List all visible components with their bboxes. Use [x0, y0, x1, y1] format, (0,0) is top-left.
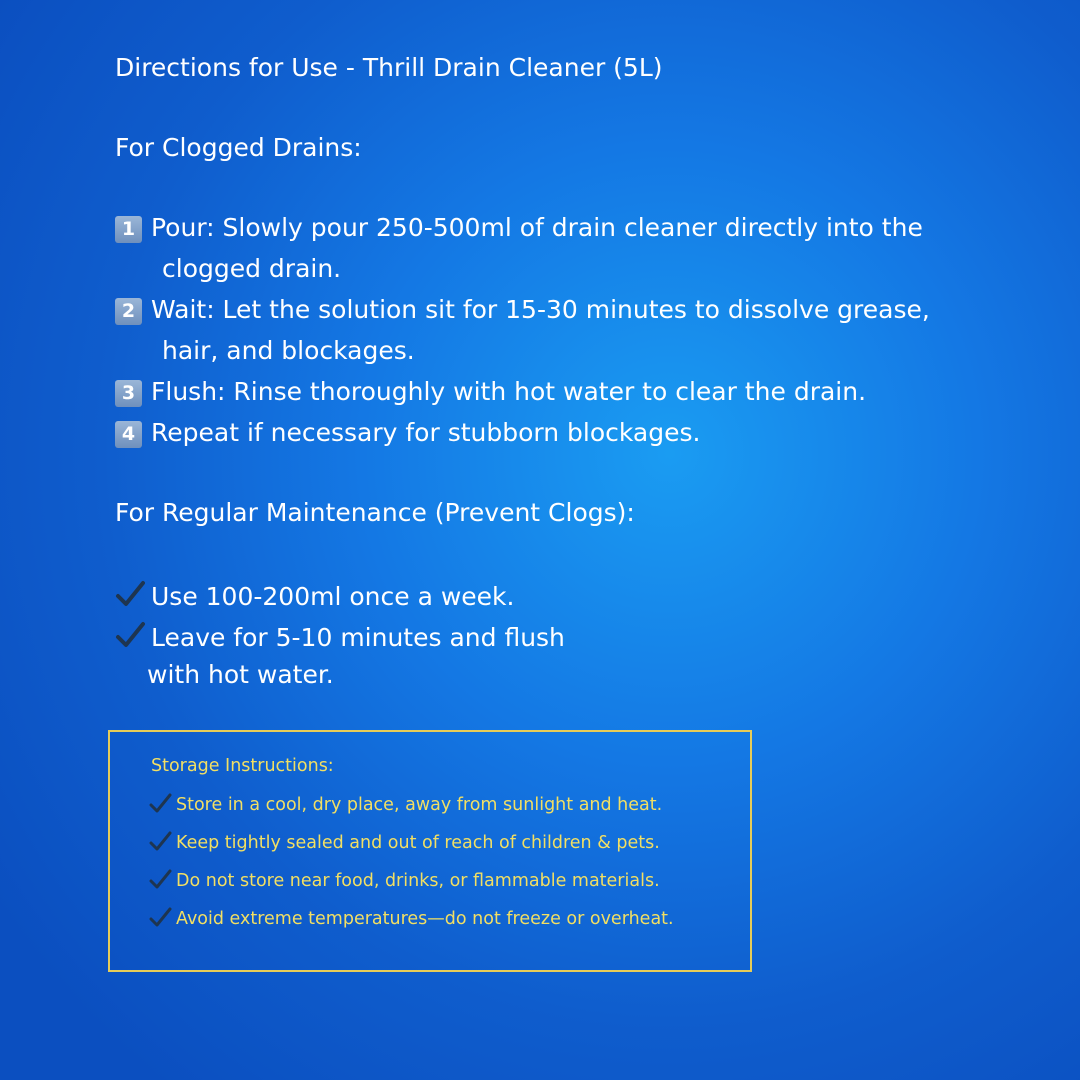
step-item [115, 379, 866, 407]
maintenance-heading: For Regular Maintenance (Prevent Clogs): [115, 498, 635, 527]
step-text: Flush: Rinse thoroughly with hot water to clear the drain. [151, 377, 867, 406]
check-mark-icon [148, 792, 172, 814]
keycap-number-icon: 3 [115, 380, 142, 407]
storage-item [148, 830, 660, 853]
storage-title: Storage Instructions: [151, 756, 334, 776]
page-title: Directions for Use - Thrill Drain Cleaner (5L) [115, 53, 663, 82]
keycap-number-icon: 4 [115, 421, 142, 448]
step-text-continuation: hair, and blockages. [162, 336, 415, 365]
storage-item [148, 868, 660, 891]
step-item [115, 215, 923, 243]
step-text: Pour: Slowly pour 250-500ml of drain cleaner directly into the [151, 213, 923, 242]
maintenance-item [115, 621, 565, 650]
storage-item-text: Keep tightly sealed and out of reach of children & pets. [176, 833, 660, 853]
check-mark-icon [115, 621, 145, 649]
check-mark-icon [148, 906, 172, 928]
maintenance-text: Leave for 5-10 minutes and flush [151, 623, 565, 652]
clogged-drains-heading: For Clogged Drains: [115, 133, 362, 162]
storage-item-text: Do not store near food, drinks, or flammable materials. [176, 871, 660, 891]
check-mark-icon [115, 580, 145, 608]
step-text-continuation: clogged drain. [162, 254, 342, 283]
step-item [115, 420, 700, 448]
storage-item-text: Store in a cool, dry place, away from sunlight and heat. [176, 795, 663, 815]
keycap-number-icon: 2 [115, 298, 142, 325]
keycap-number-icon: 1 [115, 216, 142, 243]
storage-item-text: Avoid extreme temperatures—do not freeze or overheat. [176, 909, 674, 929]
maintenance-item [115, 580, 514, 609]
step-item [115, 297, 930, 325]
maintenance-text-continuation: with hot water. [147, 660, 334, 689]
storage-item [148, 906, 674, 929]
check-mark-icon [148, 868, 172, 890]
check-mark-icon [148, 830, 172, 852]
step-text: Wait: Let the solution sit for 15-30 minutes to dissolve grease, [151, 295, 930, 324]
storage-item [148, 792, 662, 815]
maintenance-text: Use 100-200ml once a week. [151, 582, 515, 611]
step-text: Repeat if necessary for stubborn blockages. [151, 418, 701, 447]
